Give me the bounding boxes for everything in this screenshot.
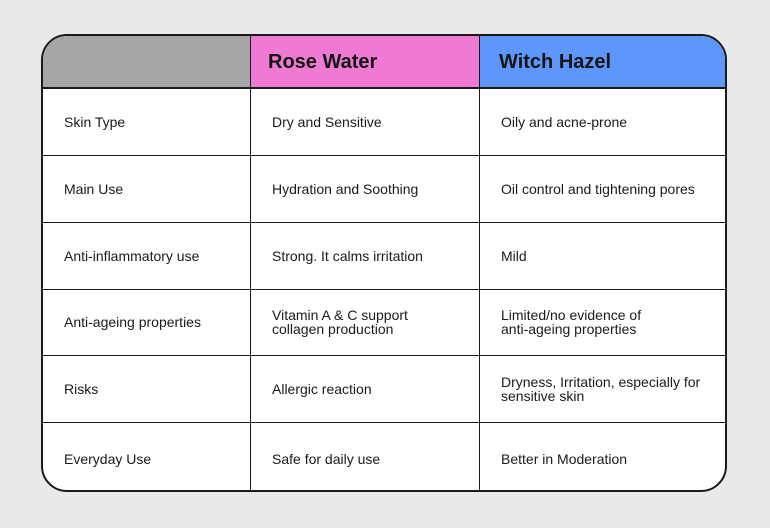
header-blank-cell — [43, 36, 251, 89]
cell-rose-water-everyday-use: Safe for daily use — [251, 423, 480, 490]
cell-witch-hazel-skin-type: Oily and acne-prone — [480, 89, 725, 156]
row-label-risks: Risks — [43, 356, 251, 423]
cell-rose-water-anti-inflammatory: Strong. It calms irritation — [251, 223, 480, 290]
header-witch-hazel: Witch Hazel — [480, 36, 725, 89]
cell-witch-hazel-anti-inflammatory: Mild — [480, 223, 725, 290]
row-label-anti-inflammatory: Anti-inflammatory use — [43, 223, 251, 290]
row-label-everyday-use: Everyday Use — [43, 423, 251, 490]
cell-rose-water-main-use: Hydration and Soothing — [251, 156, 480, 223]
cell-witch-hazel-anti-ageing: Limited/no evidence of anti-ageing properties — [480, 290, 725, 357]
row-label-main-use: Main Use — [43, 156, 251, 223]
cell-rose-water-skin-type: Dry and Sensitive — [251, 89, 480, 156]
cell-rose-water-anti-ageing: Vitamin A & C support collagen production — [251, 290, 480, 357]
row-label-anti-ageing: Anti-ageing properties — [43, 290, 251, 357]
cell-witch-hazel-main-use: Oil control and tightening pores — [480, 156, 725, 223]
cell-rose-water-risks: Allergic reaction — [251, 356, 480, 423]
cell-witch-hazel-risks: Dryness, Irritation, especially for sensitive skin — [480, 356, 725, 423]
comparison-table — [41, 34, 727, 492]
cell-witch-hazel-everyday-use: Better in Moderation — [501, 450, 628, 467]
header-rose-water: Rose Water — [251, 36, 480, 89]
row-label-skin-type: Skin Type — [43, 89, 251, 156]
